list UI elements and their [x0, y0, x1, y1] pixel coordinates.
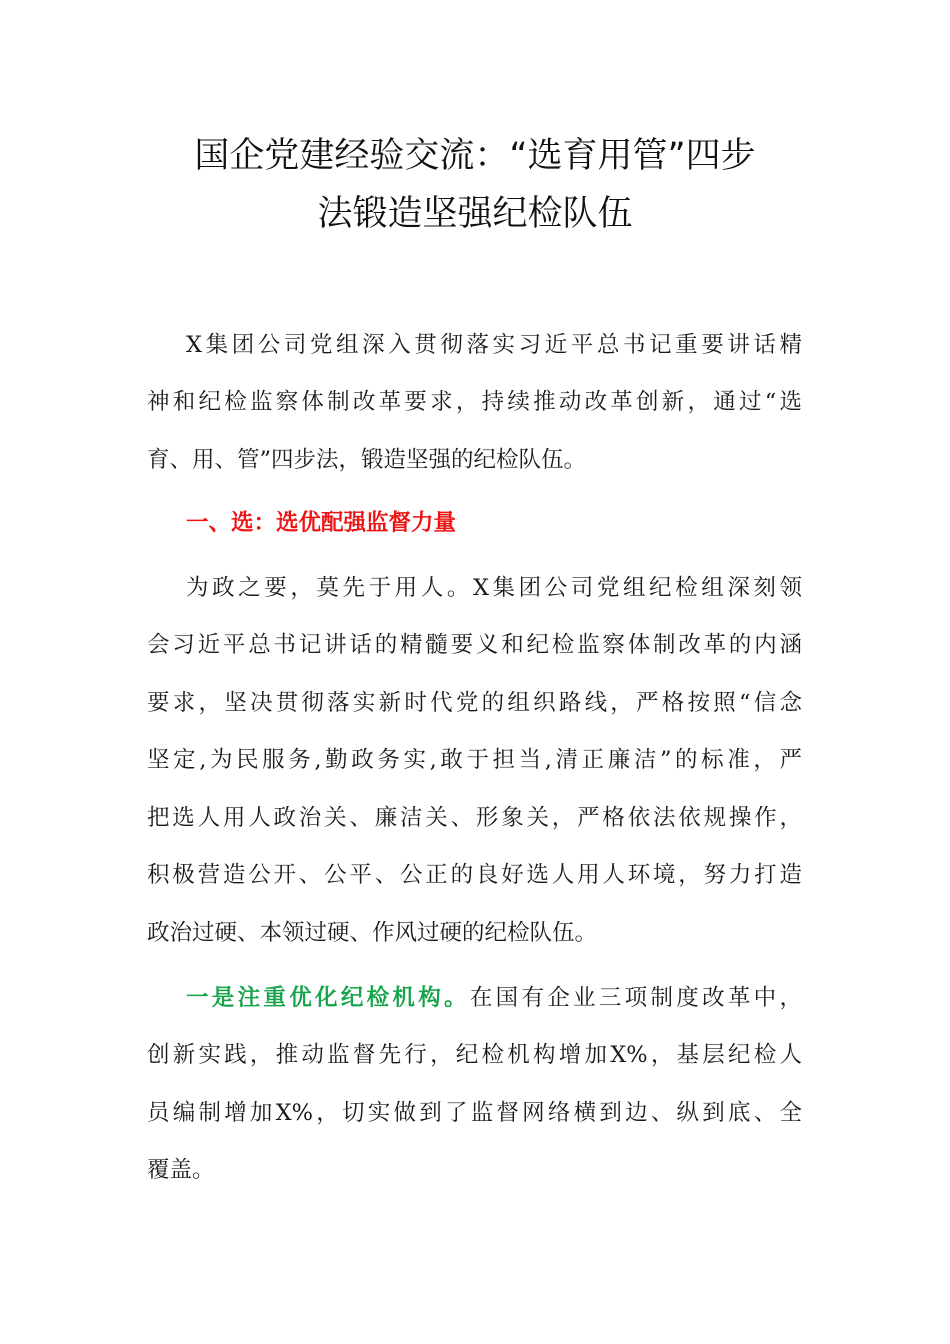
- intro-line-2: 神和纪检监察体制改革要求，持续推动改革创新，通过“选: [147, 389, 802, 415]
- point-lead: 一是注重优化纪检机构。: [186, 985, 470, 1011]
- section-line-6: 积极营造公开、公平、公正的良好选人用人环境，努力打造: [147, 862, 802, 888]
- point-line-2: 创新实践，推动监督先行，纪检机构增加X%，基层纪检人: [147, 1042, 802, 1068]
- section-line-1: 为政之要，莫先于用人。X集团公司党组纪检组深刻领: [186, 575, 802, 601]
- point-line-1: [186, 983, 802, 1013]
- intro-line-3: 育、用、管”四步法，锻造坚强的纪检队伍。: [147, 447, 587, 473]
- section-line-5: 把选人用人政治关、廉洁关、形象关，严格依法依规操作，: [147, 805, 802, 831]
- section-line-4: 坚定,为民服务,勤政务实,敢于担当,清正廉洁”的标准，严: [147, 747, 802, 773]
- point-first-rest: 在国有企业三项制度改革中，: [469, 985, 802, 1011]
- document-title-line-1: 国企党建经验交流：“选育用管”四步: [194, 136, 756, 176]
- section-line-7: 政治过硬、本领过硬、作风过硬的纪检队伍。: [147, 920, 598, 946]
- document-title-line-2: 法锻造坚强纪检队伍: [317, 194, 633, 234]
- section-line-2: 会习近平总书记讲话的精髓要义和纪检监察体制改革的内涵: [147, 632, 802, 658]
- section-line-3: 要求，坚决贯彻落实新时代党的组织路线，严格按照“信念: [147, 690, 802, 716]
- intro-line-1: X集团公司党组深入贯彻落实习近平总书记重要讲话精: [186, 332, 802, 358]
- point-line-3: 员编制增加X%，切实做到了监督网络横到边、纵到底、全: [147, 1100, 802, 1126]
- section-heading: 一、选：选优配强监督力量: [186, 510, 457, 536]
- point-line-4: 覆盖。: [147, 1157, 215, 1183]
